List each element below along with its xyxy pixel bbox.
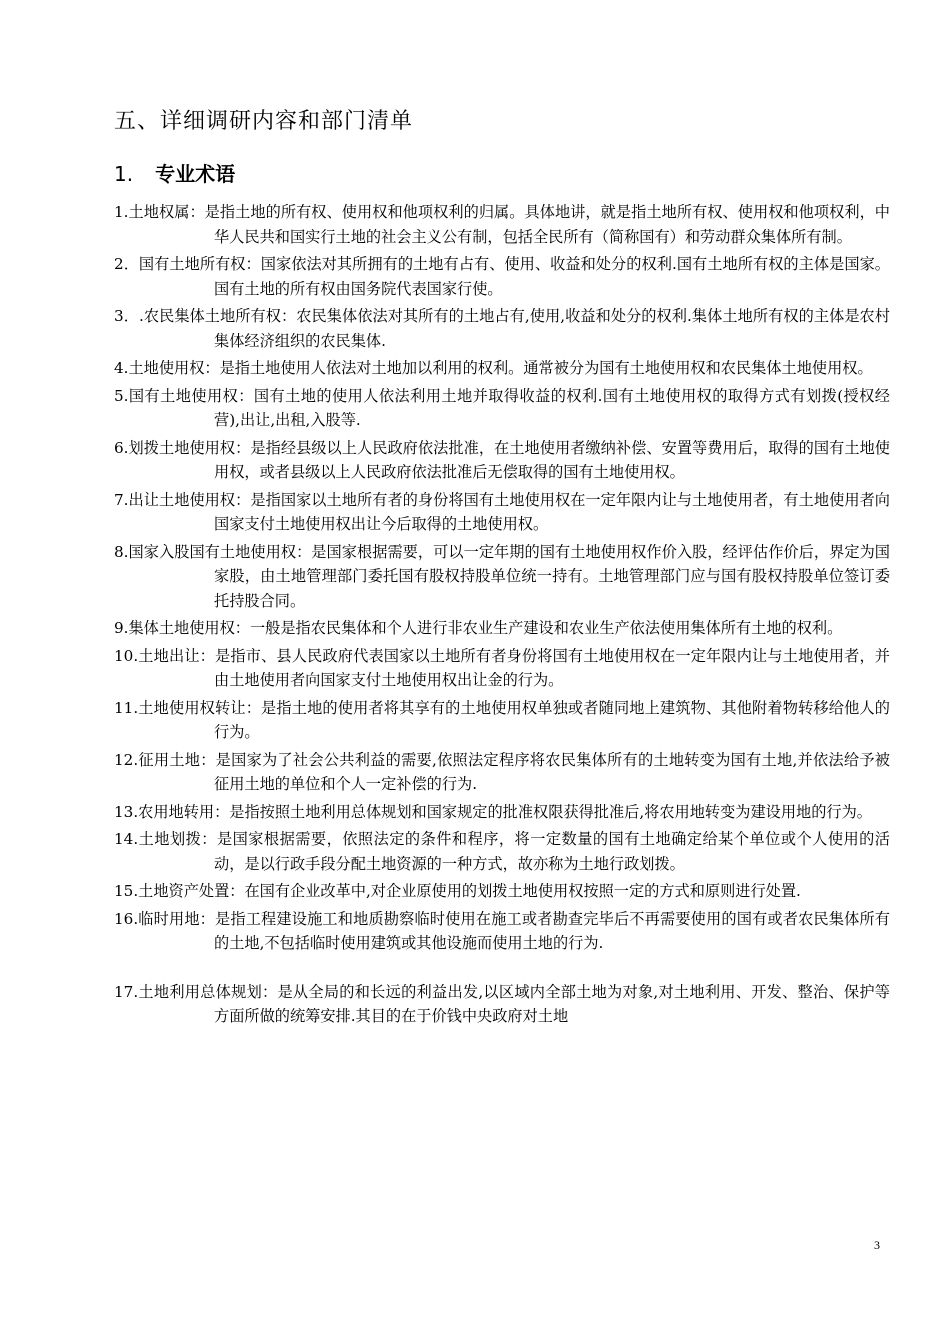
subsection-number: 1. (114, 162, 134, 186)
term-item: 11.土地使用权转让：是指土地的使用者将其享有的土地使用权单独或者随同地上建筑物、其他附着物转移给他人的行为。 (114, 698, 890, 741)
term-item: 12.征用土地：是国家为了社会公共利益的需要,依照法定程序将农民集体所有的土地转变为国有土地,并依法给予被征用土地的单位和个人一定补偿的行为. (114, 750, 890, 793)
term-item: 8.国家入股国有土地使用权：是国家根据需要，可以一定年期的国有土地使用权作价入股，经评估作价后，界定为国家股，由土地管理部门委托国有股权持股单位统一持有。土地管理部门应与国有股权持股单位签订委托持股合同。 (114, 542, 890, 610)
term-item: 9.集体土地使用权：一般是指农民集体和个人进行非农业生产建设和农业生产依法使用集体所有土地的权利。 (114, 619, 843, 637)
term-item: 6.划拨土地使用权：是指经县级以上人民政府依法批准，在土地使用者缴纳补偿、安置等费用后，取得的国有土地使用权，或者县级以上人民政府依法批准后无偿取得的国有土地使用权。 (114, 438, 890, 481)
subsection-title: 专业术语 (155, 162, 236, 186)
term-item: 2．国有土地所有权：国家依法对其所拥有的土地有占有、使用、收益和处分的权利.国有土地所有权的主体是国家。国有土地的所有权由国务院代表国家行使。 (114, 255, 890, 298)
term-item: 14.土地划拨：是国家根据需要，依照法定的条件和程序，将一定数量的国有土地确定给某个单位或个人使用的活动，是以行政手段分配土地资源的一种方式，故亦称为土地行政划拨。 (114, 830, 890, 873)
term-item: 13.农用地转用：是指按照土地利用总体规划和国家规定的批准权限获得批准后,将农用地转变为建设用地的行为。 (114, 802, 872, 821)
term-item: 16.临时用地：是指工程建设施工和地质勘察临时使用在施工或者勘查完毕后不再需要使用的国有或者农民集体所有的土地,不包括临时使用建筑或其他设施而使用土地的行为. (114, 909, 890, 952)
term-item: 10.土地出让：是指市、县人民政府代表国家以土地所有者身份将国有土地使用权在一定年限内让与土地使用者，并由土地使用者向国家支付土地使用权出让金的行为。 (114, 646, 890, 689)
term-item: 4.土地使用权：是指土地使用人依法对土地加以利用的权利。通常被分为国有土地使用权和农民集体土地使用权。 (114, 359, 873, 377)
term-item: 3．.农民集体土地所有权：农民集体依法对其所有的土地占有,使用,收益和处分的权利.集体土地所有权的主体是农村集体经济组织的农民集体. (114, 307, 890, 350)
term-item: 17.土地利用总体规划：是从全局的和长远的利益出发,以区域内全部土地为对象,对土地利用、开发、整治、保护等方面所做的统筹安排.其目的在于价钱中央政府对土地 (114, 982, 890, 1025)
subsection-heading (114, 158, 235, 187)
term-item: 1.土地权属：是指土地的所有权、使用权和他项权利的归属。具体地讲，就是指土地所有权、使用权和他项权利，中华人民共和国实行土地的社会主义公有制，包括全民所有（简称国有）和劳动群众集体所有制。 (114, 203, 890, 246)
section-title: 五、详细调研内容和部门清单 (114, 109, 414, 134)
term-item: 15.土地资产处置：在国有企业改革中,对企业原使用的划拨土地使用权按照一定的方式和原则进行处置. (114, 882, 801, 900)
term-item: 5.国有土地使用权：国有土地的使用人依法利用土地并取得收益的权利.国有土地使用权的取得方式有划拨(授权经营),出让,出租,入股等. (114, 386, 890, 429)
page-number: 3 (874, 1238, 880, 1252)
term-item: 7.出让土地使用权：是指国家以土地所有者的身份将国有土地使用权在一定年限内让与土地使用者，有土地使用者向国家支付土地使用权出让今后取得的土地使用权。 (114, 490, 890, 533)
terms-list (114, 200, 890, 1032)
